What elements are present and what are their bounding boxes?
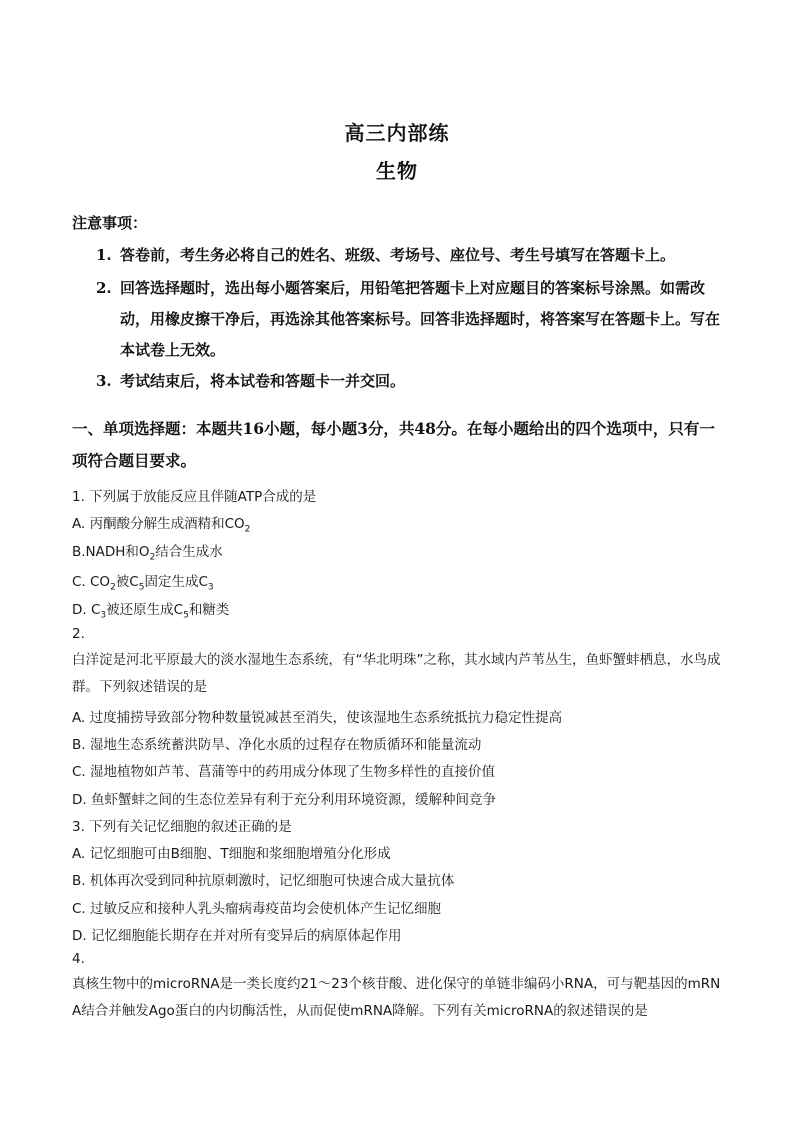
exam-title: 高三内部练 bbox=[344, 121, 450, 145]
question-3-option-d: D. 记忆细胞能长期存在并对所有变异后的病原体起作用 bbox=[72, 928, 402, 944]
notice-item-1 bbox=[96, 240, 726, 271]
notice-item-number: 2. bbox=[96, 279, 112, 297]
question-4-number: 4. bbox=[72, 951, 85, 967]
exam-subject: 生物 bbox=[376, 159, 418, 183]
question-2-option-d: D. 鱼虾蟹蚌之间的生态位差异有利于充分利用环境资源，缓解种间竞争 bbox=[72, 792, 496, 808]
question-3-option-b: B. 机体再次受到同种抗原刺激时，记忆细胞可快速合成大量抗体 bbox=[72, 873, 455, 889]
question-3-stem: 3. 下列有关记忆细胞的叙述正确的是 bbox=[72, 819, 292, 835]
section-heading: 一、单项选择题：本题共16小题，每小题3分，共48分。在每小题给出的四个选项中，只有一项符合题目要求。 bbox=[72, 419, 715, 470]
question-1-option-b: B.NADH和$O_2$结合生成水 bbox=[72, 544, 223, 563]
question-2-option-b: B. 湿地生态系统蓄洪防旱、净化水质的过程存在物质循环和能量流动 bbox=[72, 737, 482, 753]
question-2-number: 2. bbox=[72, 626, 85, 642]
question-3-option-c: C. 过敏反应和接种人乳头瘤病毒疫苗均会使机体产生记忆细胞 bbox=[72, 901, 442, 917]
notice-item-number: 1. bbox=[96, 246, 112, 264]
question-2-option-c: C. 湿地植物如芦苇、菖蒲等中的药用成分体现了生物多样性的直接价值 bbox=[72, 764, 496, 780]
notice-item-number: 3. bbox=[96, 372, 112, 390]
question-1-option-a: A. 丙酮酸分解生成酒精和$CO_2$ bbox=[72, 516, 251, 535]
question-1-option-d: D. $C_3$被还原生成$C_5$和糖类 bbox=[72, 602, 230, 621]
notice-item-text: 考试结束后，将本试卷和答题卡一并交回。 bbox=[120, 372, 406, 390]
notice-item-2 bbox=[96, 273, 726, 366]
question-2-option-a: A. 过度捕捞导致部分物种数量锐减甚至消失，使该湿地生态系统抵抗力稳定性提高 bbox=[72, 710, 563, 726]
notice-item-text: 答卷前，考生务必将自己的姓名、班级、考场号、座位号、考生号填写在答题卡上。 bbox=[120, 246, 676, 264]
question-4-stem: 真核生物中的microRNA是一类长度约21～23个核苷酸、进化保守的单链非编码小RNA，可与靶基因的mRNA结合并触发Ago蛋白的内切酶活性，从而促使mRNA降解。下列有关microRNA的叙述错误的是 bbox=[72, 976, 721, 1019]
notice-item-text: 回答选择题时，选出每小题答案后，用铅笔把答题卡上对应题目的答案标号涂黑。如需改动，用橡皮擦干净后，再选涂其他答案标号。回答非选择题时，将答案写在答题卡上。写在本试卷上无效。 bbox=[120, 279, 721, 359]
notice-item-3 bbox=[96, 366, 726, 397]
notice-heading: 注意事项： bbox=[72, 214, 148, 232]
question-3-option-a: A. 记忆细胞可由B细胞、T细胞和浆细胞增殖分化形成 bbox=[72, 846, 391, 862]
question-1-stem: 1. 下列属于放能反应且伴随ATP合成的是 bbox=[72, 489, 317, 505]
question-1-option-c: C. $CO_2$被$C_5$固定生成$C_3$ bbox=[72, 574, 214, 593]
question-2-stem: 白洋淀是河北平原最大的淡水湿地生态系统，有“华北明珠”之称，其水域内芦苇丛生，鱼虾蟹蚌栖息，水鸟成群。下列叙述错误的是 bbox=[72, 652, 721, 695]
